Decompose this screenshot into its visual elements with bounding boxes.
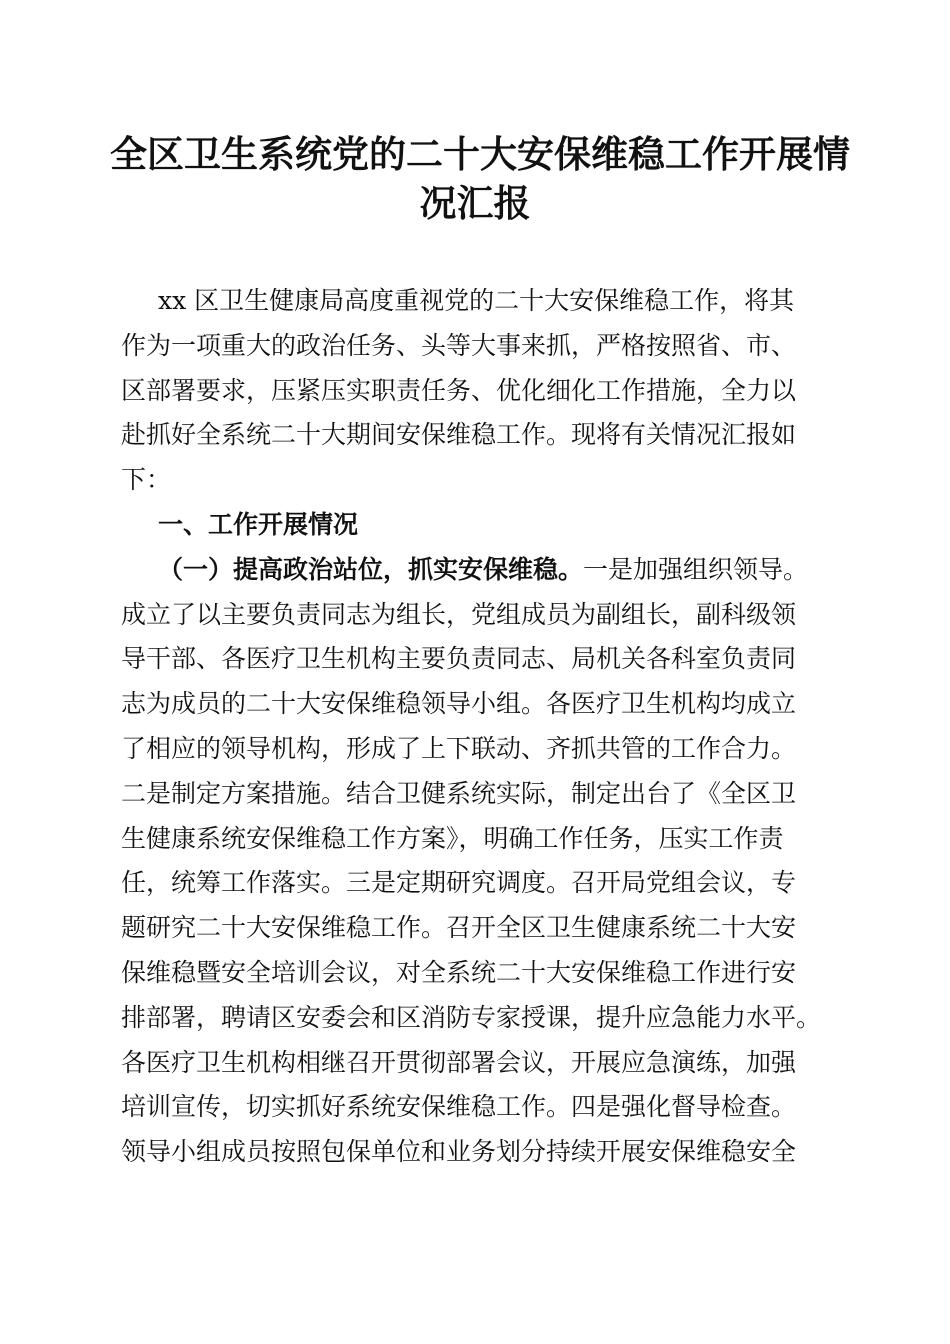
body-line: 题研究二十大安保维稳工作。召开全区卫生健康系统二十大安 [121,913,797,943]
intro-line: 作为一项重大的政治任务、头等大事来抓，严格按照省、市、 [121,330,797,360]
intro-line: 下： [121,465,172,495]
document-title [110,130,850,228]
body-line: 任，统筹工作落实。三是定期研究调度。召开局党组会议，专 [121,868,797,898]
body-line: 二是制定方案措施。结合卫健系统实际，制定出台了《全区卫 [121,778,797,808]
title-line-2: 况汇报 [419,181,531,225]
body-line: 排部署，聘请区安委会和区消防专家授课，提升应急能力水平。 [121,1002,822,1032]
body-line: 了相应的领导机构，形成了上下联动、齐抓共管的工作合力。 [121,733,797,763]
title-line-1: 全区卫生系统党的二十大安保维稳工作开展情 [110,132,850,176]
body-line: 领导小组成员按照包保单位和业务划分持续开展安保维稳安全 [121,1137,797,1167]
body-line: 各医疗卫生机构相继召开贯彻部署会议，开展应急演练，加强 [121,1047,797,1077]
subsection-first-line-text: 一是加强组织领导。 [583,554,809,584]
body-line: 成立了以主要负责同志为组长，党组成员为副组长，副科级领 [121,599,797,629]
body-line: 生健康系统安保维稳工作方案》，明确工作任务，压实工作责 [121,823,784,853]
intro-line: 赴抓好全系统二十大期间安保维稳工作。现将有关情况汇报如 [121,420,797,450]
subsection-first-line [121,548,833,593]
intro-line: xx 区卫生健康局高度重视党的二十大安保维稳工作，将其 [158,286,795,315]
section-heading: 一、工作开展情况 [158,509,359,539]
intro-line: 区部署要求，压紧压实职责任务、优化细化工作措施，全力以 [121,375,797,405]
document-body [121,279,833,1175]
body-line: 培训宣传，切实抓好系统安保维稳工作。四是强化督导检查。 [121,1092,797,1122]
body-line: 保维稳暨安全培训会议，对全系统二十大安保维稳工作进行安 [121,957,797,987]
body-line: 志为成员的二十大安保维稳领导小组。各医疗卫生机构均成立 [121,689,797,719]
subsection-heading: （一）提高政治站位，抓实安保维稳。 [158,554,584,584]
body-line: 导干部、各医疗卫生机构主要负责同志、局机关各科室负责同 [121,644,797,674]
